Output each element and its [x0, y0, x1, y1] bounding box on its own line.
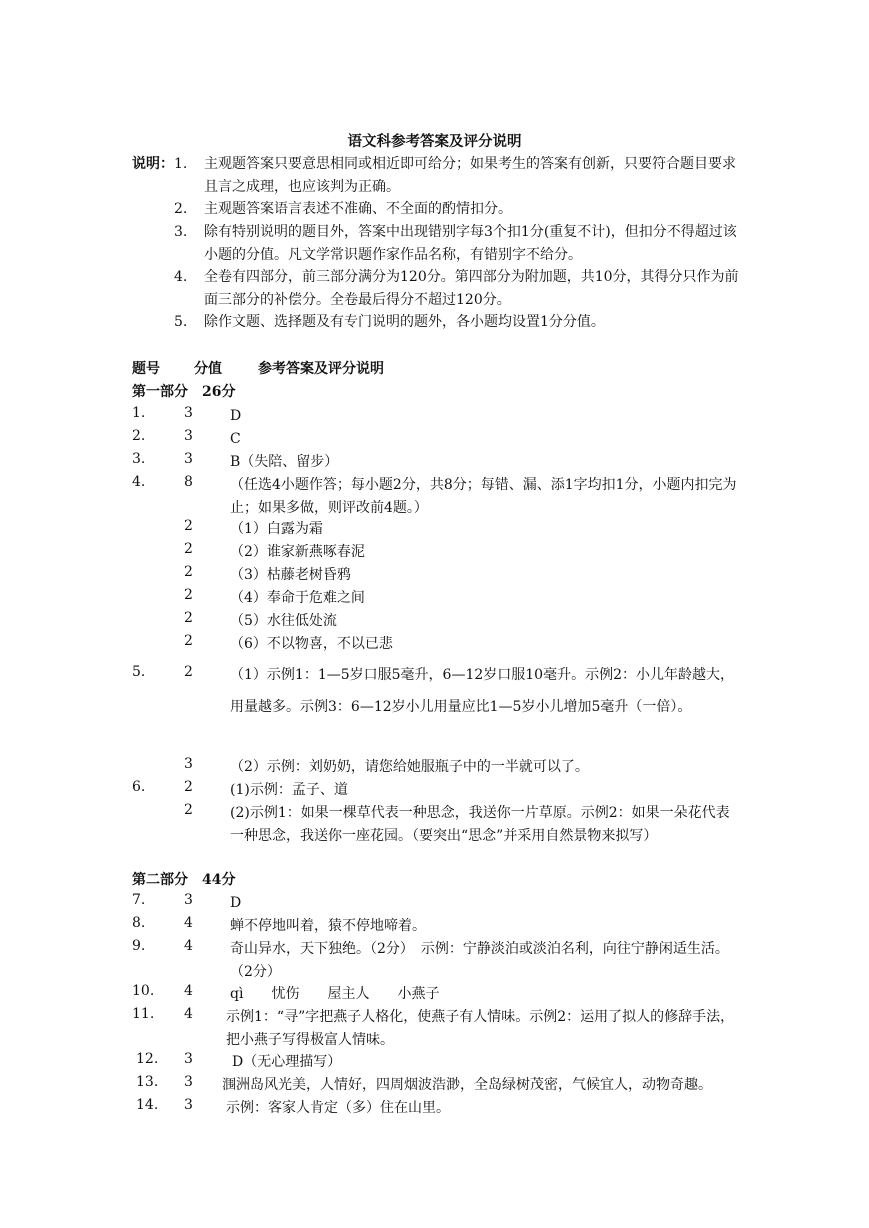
note-number: 4. — [174, 269, 188, 285]
answer: （任选4小题作答；每小题2分，共8分；每错、漏、添1字均扣1分，小题内扣完为止；如果多做，则评改前4题。） — [230, 477, 737, 516]
section-heading: 第二部分 44分 — [132, 872, 236, 888]
answer: D — [230, 408, 242, 424]
answer: B（失陪、留步） — [230, 454, 339, 470]
score: 2 — [184, 610, 193, 626]
score: 3 — [184, 428, 193, 444]
notes-label: 说明： — [132, 156, 174, 172]
answer: qì 忧伤 屋主人 小燕子 — [230, 986, 440, 1002]
question-number: 1. — [132, 405, 146, 421]
note-number: 5. — [174, 314, 188, 330]
answer: （1）示例1：1—5岁口服5毫升，6—12岁口服10毫升。示例2：小儿年龄越大，用量越多。示例3：6—12岁小儿用量应比1—5岁小儿增加5毫升（一倍）。 — [230, 667, 734, 715]
note-text: 主观题答案只要意思相同或相近即可给分；如果考生的答案有创新，只要符合题目要求且言之成理，也应该判为正确。 — [204, 156, 736, 195]
score: 2 — [184, 779, 193, 795]
answer: 示例1：“寻”字把燕子人格化，使燕子有人情味。示例2：运用了拟人的修辞手法，把小燕子写得极富人情味。 — [226, 1009, 735, 1048]
header-question-no: 题号 — [132, 361, 160, 377]
score: 2 — [184, 633, 193, 649]
answer: （5）水往低处流 — [230, 613, 337, 629]
score: 4 — [184, 915, 193, 931]
answer: D（无心理描写） — [232, 1054, 342, 1070]
question-number: 10. — [132, 983, 155, 999]
question-number: 13. — [136, 1074, 159, 1090]
question-number: 12. — [136, 1051, 159, 1067]
question-number: 3. — [132, 451, 146, 467]
answer: （2）示例：刘奶奶，请您给她服瓶子中的一半就可以了。 — [230, 759, 589, 775]
question-number: 8. — [132, 915, 146, 931]
question-number: 9. — [132, 938, 146, 954]
answer: （6）不以物喜，不以已悲 — [230, 636, 393, 652]
note-item — [174, 266, 744, 311]
answer: （2）谁家新燕啄春泥 — [230, 544, 365, 560]
score: 3 — [184, 892, 193, 908]
note-number: 2. — [174, 201, 188, 217]
note-item — [174, 198, 744, 221]
note-text: 主观题答案语言表述不准确、不全面的酌情扣分。 — [204, 201, 512, 217]
answer: （1）白露为霜 — [230, 521, 323, 537]
score: 4 — [184, 983, 193, 999]
score: 4 — [184, 1006, 193, 1022]
answer: 涠洲岛风光美，人情好，四周烟波浩渺，全岛绿树茂密，气候宜人，动物奇趣。 — [222, 1077, 712, 1093]
answer: (1)示例：孟子、道 — [230, 782, 348, 798]
note-text: 全卷有四部分，前三部分满分为120分。第四部分为附加题，共10分，其得分只作为前面三部分的补偿分。全卷最后得分不超过120分。 — [204, 269, 739, 308]
note-item — [174, 221, 744, 266]
score: 2 — [184, 518, 193, 534]
answer: （3）枯藤老树昏鸦 — [230, 567, 351, 583]
question-number: 14. — [136, 1097, 159, 1113]
note-number: 1. — [174, 156, 188, 172]
question-number: 5. — [132, 664, 146, 680]
question-number: 11. — [132, 1006, 155, 1022]
section-heading: 第一部分 26分 — [132, 384, 236, 400]
answer: C — [230, 431, 241, 447]
score: 4 — [184, 938, 193, 954]
answer: （4）奉命于危难之间 — [230, 590, 365, 606]
score: 3 — [184, 1074, 193, 1090]
score: 2 — [184, 802, 193, 818]
note-text: 除有特别说明的题目外，答案中出现错别字每3个扣1分(重复不计)，但扣分不得超过该小题的分值。凡文学常识题作家作品名称，有错别字不给分。 — [204, 224, 737, 263]
score: 3 — [184, 405, 193, 421]
note-item — [174, 311, 744, 334]
note-number: 3. — [174, 224, 188, 240]
note-text: 除作文题、选择题及有专门说明的题外，各小题均设置1分分值。 — [204, 314, 605, 330]
question-number: 7. — [132, 892, 146, 908]
score: 3 — [184, 1051, 193, 1067]
header-answer: 参考答案及评分说明 — [258, 361, 384, 377]
page-title: 语文科参考答案及评分说明 — [347, 133, 522, 150]
score: 2 — [184, 587, 193, 603]
answer: 示例：客家人肯定（多）住在山里。 — [226, 1100, 450, 1116]
question-number: 4. — [132, 474, 146, 490]
score: 3 — [184, 756, 193, 772]
score: 8 — [184, 474, 193, 490]
question-number: 6. — [132, 779, 146, 795]
answer: (2)示例1：如果一棵草代表一种思念，我送你一片草原。示例2：如果一朵花代表一种思念，我送你一座花园。（要突出“思念”并采用自然景物来拟写） — [230, 805, 730, 844]
score: 2 — [184, 541, 193, 557]
header-score: 分值 — [194, 361, 222, 377]
score: 2 — [184, 564, 193, 580]
answer: 蝉不停地叫着，猿不停地啼着。 — [230, 918, 426, 934]
note-item — [174, 153, 744, 198]
score: 3 — [184, 1097, 193, 1113]
score: 3 — [184, 451, 193, 467]
answer: D — [230, 895, 242, 911]
question-number: 2. — [132, 428, 146, 444]
answer: 奇山异水，天下独绝。（2分） 示例：宁静淡泊或淡泊名利，向往宁静闲适生活。（2分） — [230, 941, 729, 980]
score: 2 — [184, 664, 193, 680]
